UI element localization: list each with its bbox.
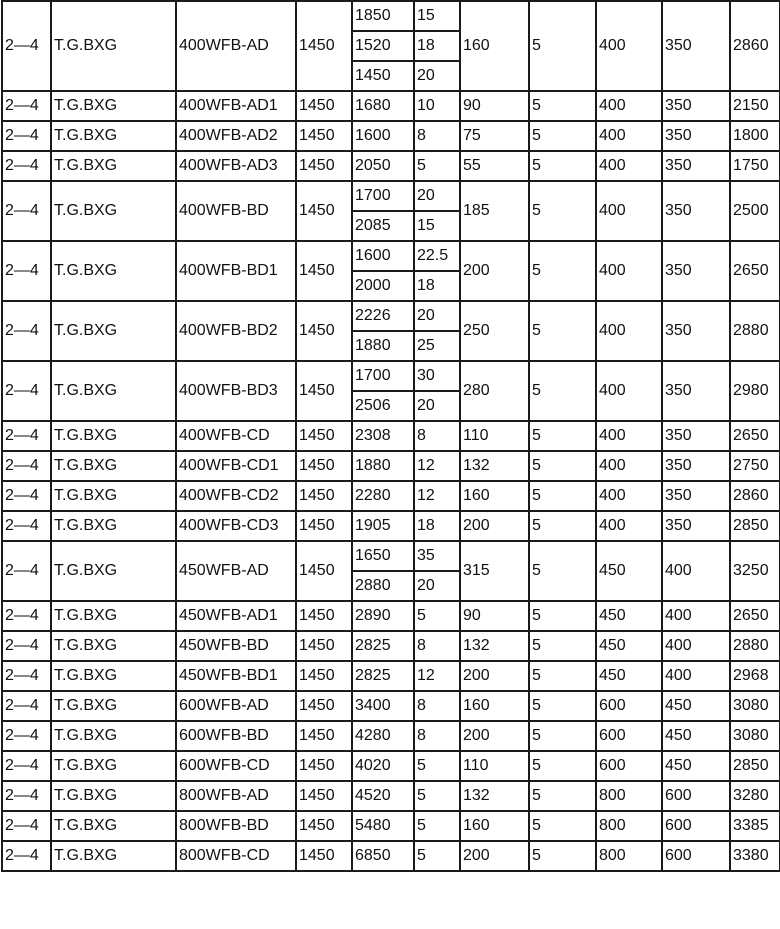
value-col9-cell: 400 bbox=[662, 541, 730, 601]
sub-value-a-cell: 1680 bbox=[352, 91, 414, 121]
value-col7-cell: 5 bbox=[529, 451, 596, 481]
value-col8-cell: 450 bbox=[596, 601, 662, 631]
value-col6-cell: 315 bbox=[460, 541, 529, 601]
value-col8-cell: 400 bbox=[596, 181, 662, 241]
value-col8-cell: 450 bbox=[596, 631, 662, 661]
value-col6-cell: 250 bbox=[460, 301, 529, 361]
stage-cell: 2—4 bbox=[2, 811, 51, 841]
sub-value-a-cell: 2000 bbox=[352, 271, 414, 301]
value-col9-cell: 350 bbox=[662, 421, 730, 451]
stage-cell: 2—4 bbox=[2, 301, 51, 361]
value-col6-cell: 200 bbox=[460, 661, 529, 691]
stage-cell: 2—4 bbox=[2, 1, 51, 91]
sub-value-a-cell: 2280 bbox=[352, 481, 414, 511]
brand-cell: T.G.BXG bbox=[51, 151, 176, 181]
table-row bbox=[2, 751, 780, 781]
value-col9-cell: 350 bbox=[662, 1, 730, 91]
table-row bbox=[2, 481, 780, 511]
value-col8-cell: 400 bbox=[596, 511, 662, 541]
brand-cell: T.G.BXG bbox=[51, 511, 176, 541]
value-col8-cell: 600 bbox=[596, 721, 662, 751]
value-col10-cell: 3385 bbox=[730, 811, 780, 841]
sub-value-a-cell: 1880 bbox=[352, 331, 414, 361]
value-col8-cell: 450 bbox=[596, 541, 662, 601]
stage-cell: 2—4 bbox=[2, 661, 51, 691]
value-col7-cell: 5 bbox=[529, 721, 596, 751]
speed-cell: 1450 bbox=[296, 301, 352, 361]
value-col10-cell: 2650 bbox=[730, 601, 780, 631]
value-col10-cell: 2750 bbox=[730, 451, 780, 481]
value-col6-cell: 160 bbox=[460, 481, 529, 511]
value-col6-cell: 110 bbox=[460, 751, 529, 781]
stage-cell: 2—4 bbox=[2, 151, 51, 181]
speed-cell: 1450 bbox=[296, 661, 352, 691]
model-cell: 800WFB-BD bbox=[176, 811, 296, 841]
model-cell: 800WFB-CD bbox=[176, 841, 296, 871]
sub-value-a-cell: 2226 bbox=[352, 301, 414, 331]
stage-cell: 2—4 bbox=[2, 841, 51, 871]
sub-value-a-cell: 1700 bbox=[352, 361, 414, 391]
brand-cell: T.G.BXG bbox=[51, 301, 176, 361]
sub-value-b-cell: 18 bbox=[414, 31, 460, 61]
value-col6-cell: 200 bbox=[460, 511, 529, 541]
value-col10-cell: 3080 bbox=[730, 721, 780, 751]
value-col6-cell: 132 bbox=[460, 631, 529, 661]
table-row bbox=[2, 181, 780, 211]
sub-value-a-cell: 5480 bbox=[352, 811, 414, 841]
value-col10-cell: 2880 bbox=[730, 301, 780, 361]
speed-cell: 1450 bbox=[296, 181, 352, 241]
value-col9-cell: 350 bbox=[662, 511, 730, 541]
sub-value-a-cell: 1880 bbox=[352, 451, 414, 481]
value-col10-cell: 2850 bbox=[730, 751, 780, 781]
model-cell: 400WFB-BD3 bbox=[176, 361, 296, 421]
speed-cell: 1450 bbox=[296, 121, 352, 151]
sub-value-b-cell: 5 bbox=[414, 841, 460, 871]
value-col9-cell: 350 bbox=[662, 301, 730, 361]
value-col10-cell: 2850 bbox=[730, 511, 780, 541]
speed-cell: 1450 bbox=[296, 451, 352, 481]
value-col7-cell: 5 bbox=[529, 781, 596, 811]
sub-value-a-cell: 1520 bbox=[352, 31, 414, 61]
sub-value-b-cell: 8 bbox=[414, 631, 460, 661]
sub-value-a-cell: 2825 bbox=[352, 631, 414, 661]
sub-value-b-cell: 5 bbox=[414, 811, 460, 841]
sub-value-a-cell: 1450 bbox=[352, 61, 414, 91]
sub-value-b-cell: 20 bbox=[414, 391, 460, 421]
brand-cell: T.G.BXG bbox=[51, 781, 176, 811]
value-col6-cell: 55 bbox=[460, 151, 529, 181]
brand-cell: T.G.BXG bbox=[51, 481, 176, 511]
value-col7-cell: 5 bbox=[529, 361, 596, 421]
sub-value-b-cell: 5 bbox=[414, 151, 460, 181]
speed-cell: 1450 bbox=[296, 541, 352, 601]
value-col9-cell: 400 bbox=[662, 601, 730, 631]
table-row bbox=[2, 691, 780, 721]
sub-value-a-cell: 3400 bbox=[352, 691, 414, 721]
table-row bbox=[2, 661, 780, 691]
table-row bbox=[2, 121, 780, 151]
brand-cell: T.G.BXG bbox=[51, 361, 176, 421]
value-col7-cell: 5 bbox=[529, 601, 596, 631]
value-col10-cell: 3250 bbox=[730, 541, 780, 601]
stage-cell: 2—4 bbox=[2, 631, 51, 661]
value-col8-cell: 600 bbox=[596, 751, 662, 781]
value-col9-cell: 450 bbox=[662, 751, 730, 781]
value-col7-cell: 5 bbox=[529, 541, 596, 601]
sub-value-b-cell: 22.5 bbox=[414, 241, 460, 271]
sub-value-b-cell: 8 bbox=[414, 721, 460, 751]
value-col7-cell: 5 bbox=[529, 301, 596, 361]
brand-cell: T.G.BXG bbox=[51, 91, 176, 121]
model-cell: 600WFB-CD bbox=[176, 751, 296, 781]
table-row bbox=[2, 781, 780, 811]
value-col9-cell: 450 bbox=[662, 721, 730, 751]
sub-value-b-cell: 12 bbox=[414, 661, 460, 691]
brand-cell: T.G.BXG bbox=[51, 721, 176, 751]
stage-cell: 2—4 bbox=[2, 361, 51, 421]
value-col10-cell: 2860 bbox=[730, 481, 780, 511]
value-col6-cell: 160 bbox=[460, 691, 529, 721]
stage-cell: 2—4 bbox=[2, 751, 51, 781]
speed-cell: 1450 bbox=[296, 811, 352, 841]
sub-value-a-cell: 1600 bbox=[352, 241, 414, 271]
value-col8-cell: 400 bbox=[596, 121, 662, 151]
value-col6-cell: 200 bbox=[460, 241, 529, 301]
sub-value-a-cell: 4020 bbox=[352, 751, 414, 781]
table-row bbox=[2, 541, 780, 571]
brand-cell: T.G.BXG bbox=[51, 601, 176, 631]
speed-cell: 1450 bbox=[296, 511, 352, 541]
value-col7-cell: 5 bbox=[529, 841, 596, 871]
model-cell: 400WFB-CD bbox=[176, 421, 296, 451]
value-col7-cell: 5 bbox=[529, 421, 596, 451]
stage-cell: 2—4 bbox=[2, 451, 51, 481]
model-cell: 600WFB-BD bbox=[176, 721, 296, 751]
sub-value-a-cell: 2308 bbox=[352, 421, 414, 451]
value-col9-cell: 350 bbox=[662, 181, 730, 241]
table-row bbox=[2, 1, 780, 31]
sub-value-b-cell: 5 bbox=[414, 751, 460, 781]
value-col9-cell: 600 bbox=[662, 781, 730, 811]
value-col9-cell: 450 bbox=[662, 691, 730, 721]
table-row bbox=[2, 811, 780, 841]
value-col10-cell: 2860 bbox=[730, 1, 780, 91]
value-col8-cell: 400 bbox=[596, 421, 662, 451]
sub-value-a-cell: 6850 bbox=[352, 841, 414, 871]
value-col6-cell: 132 bbox=[460, 451, 529, 481]
value-col8-cell: 800 bbox=[596, 841, 662, 871]
sub-value-a-cell: 2880 bbox=[352, 571, 414, 601]
value-col10-cell: 2650 bbox=[730, 241, 780, 301]
sub-value-a-cell: 1600 bbox=[352, 121, 414, 151]
value-col9-cell: 400 bbox=[662, 631, 730, 661]
sub-value-a-cell: 1850 bbox=[352, 1, 414, 31]
model-cell: 400WFB-BD2 bbox=[176, 301, 296, 361]
value-col9-cell: 350 bbox=[662, 91, 730, 121]
speed-cell: 1450 bbox=[296, 481, 352, 511]
value-col6-cell: 75 bbox=[460, 121, 529, 151]
brand-cell: T.G.BXG bbox=[51, 1, 176, 91]
value-col8-cell: 400 bbox=[596, 301, 662, 361]
brand-cell: T.G.BXG bbox=[51, 841, 176, 871]
value-col6-cell: 90 bbox=[460, 91, 529, 121]
model-cell: 450WFB-BD1 bbox=[176, 661, 296, 691]
value-col8-cell: 800 bbox=[596, 811, 662, 841]
sub-value-b-cell: 10 bbox=[414, 91, 460, 121]
sub-value-b-cell: 20 bbox=[414, 301, 460, 331]
value-col7-cell: 5 bbox=[529, 511, 596, 541]
sub-value-a-cell: 2825 bbox=[352, 661, 414, 691]
stage-cell: 2—4 bbox=[2, 91, 51, 121]
sub-value-b-cell: 5 bbox=[414, 601, 460, 631]
model-cell: 400WFB-AD1 bbox=[176, 91, 296, 121]
stage-cell: 2—4 bbox=[2, 511, 51, 541]
table-row bbox=[2, 421, 780, 451]
model-cell: 800WFB-AD bbox=[176, 781, 296, 811]
sub-value-b-cell: 35 bbox=[414, 541, 460, 571]
value-col8-cell: 400 bbox=[596, 1, 662, 91]
sub-value-b-cell: 12 bbox=[414, 451, 460, 481]
value-col10-cell: 2500 bbox=[730, 181, 780, 241]
stage-cell: 2—4 bbox=[2, 121, 51, 151]
speed-cell: 1450 bbox=[296, 841, 352, 871]
value-col10-cell: 3380 bbox=[730, 841, 780, 871]
value-col6-cell: 200 bbox=[460, 841, 529, 871]
speed-cell: 1450 bbox=[296, 361, 352, 421]
sub-value-b-cell: 30 bbox=[414, 361, 460, 391]
value-col6-cell: 110 bbox=[460, 421, 529, 451]
value-col7-cell: 5 bbox=[529, 661, 596, 691]
stage-cell: 2—4 bbox=[2, 691, 51, 721]
model-cell: 450WFB-AD1 bbox=[176, 601, 296, 631]
table-row bbox=[2, 91, 780, 121]
value-col9-cell: 350 bbox=[662, 361, 730, 421]
model-cell: 450WFB-BD bbox=[176, 631, 296, 661]
sub-value-a-cell: 1905 bbox=[352, 511, 414, 541]
value-col9-cell: 350 bbox=[662, 151, 730, 181]
brand-cell: T.G.BXG bbox=[51, 421, 176, 451]
model-cell: 400WFB-AD bbox=[176, 1, 296, 91]
value-col7-cell: 5 bbox=[529, 481, 596, 511]
sub-value-b-cell: 5 bbox=[414, 781, 460, 811]
value-col6-cell: 200 bbox=[460, 721, 529, 751]
model-cell: 400WFB-CD3 bbox=[176, 511, 296, 541]
speed-cell: 1450 bbox=[296, 721, 352, 751]
value-col7-cell: 5 bbox=[529, 751, 596, 781]
brand-cell: T.G.BXG bbox=[51, 811, 176, 841]
speed-cell: 1450 bbox=[296, 241, 352, 301]
model-cell: 600WFB-AD bbox=[176, 691, 296, 721]
model-cell: 400WFB-BD bbox=[176, 181, 296, 241]
value-col6-cell: 280 bbox=[460, 361, 529, 421]
sub-value-b-cell: 8 bbox=[414, 121, 460, 151]
table-row bbox=[2, 241, 780, 271]
brand-cell: T.G.BXG bbox=[51, 541, 176, 601]
value-col9-cell: 400 bbox=[662, 661, 730, 691]
table-body bbox=[2, 1, 780, 871]
value-col7-cell: 5 bbox=[529, 631, 596, 661]
value-col7-cell: 5 bbox=[529, 1, 596, 91]
sub-value-b-cell: 18 bbox=[414, 511, 460, 541]
brand-cell: T.G.BXG bbox=[51, 751, 176, 781]
value-col6-cell: 132 bbox=[460, 781, 529, 811]
speed-cell: 1450 bbox=[296, 751, 352, 781]
stage-cell: 2—4 bbox=[2, 781, 51, 811]
value-col7-cell: 5 bbox=[529, 121, 596, 151]
stage-cell: 2—4 bbox=[2, 601, 51, 631]
value-col6-cell: 160 bbox=[460, 811, 529, 841]
value-col8-cell: 400 bbox=[596, 91, 662, 121]
brand-cell: T.G.BXG bbox=[51, 451, 176, 481]
speed-cell: 1450 bbox=[296, 631, 352, 661]
value-col10-cell: 1800 bbox=[730, 121, 780, 151]
sub-value-a-cell: 1700 bbox=[352, 181, 414, 211]
stage-cell: 2—4 bbox=[2, 541, 51, 601]
value-col9-cell: 350 bbox=[662, 481, 730, 511]
speed-cell: 1450 bbox=[296, 691, 352, 721]
value-col6-cell: 90 bbox=[460, 601, 529, 631]
value-col10-cell: 2650 bbox=[730, 421, 780, 451]
value-col10-cell: 3280 bbox=[730, 781, 780, 811]
speed-cell: 1450 bbox=[296, 151, 352, 181]
model-cell: 400WFB-CD1 bbox=[176, 451, 296, 481]
pump-spec-table bbox=[1, 0, 780, 872]
sub-value-b-cell: 8 bbox=[414, 421, 460, 451]
brand-cell: T.G.BXG bbox=[51, 181, 176, 241]
sub-value-a-cell: 4280 bbox=[352, 721, 414, 751]
value-col9-cell: 600 bbox=[662, 841, 730, 871]
speed-cell: 1450 bbox=[296, 421, 352, 451]
value-col10-cell: 1750 bbox=[730, 151, 780, 181]
value-col7-cell: 5 bbox=[529, 241, 596, 301]
sub-value-b-cell: 18 bbox=[414, 271, 460, 301]
stage-cell: 2—4 bbox=[2, 241, 51, 301]
value-col8-cell: 400 bbox=[596, 451, 662, 481]
value-col9-cell: 600 bbox=[662, 811, 730, 841]
stage-cell: 2—4 bbox=[2, 421, 51, 451]
sub-value-b-cell: 15 bbox=[414, 1, 460, 31]
sub-value-b-cell: 20 bbox=[414, 181, 460, 211]
value-col7-cell: 5 bbox=[529, 151, 596, 181]
value-col7-cell: 5 bbox=[529, 181, 596, 241]
table-row bbox=[2, 511, 780, 541]
value-col8-cell: 400 bbox=[596, 241, 662, 301]
value-col9-cell: 350 bbox=[662, 451, 730, 481]
stage-cell: 2—4 bbox=[2, 721, 51, 751]
brand-cell: T.G.BXG bbox=[51, 121, 176, 151]
value-col10-cell: 2968 bbox=[730, 661, 780, 691]
sub-value-a-cell: 1650 bbox=[352, 541, 414, 571]
table-row bbox=[2, 631, 780, 661]
value-col8-cell: 400 bbox=[596, 361, 662, 421]
speed-cell: 1450 bbox=[296, 781, 352, 811]
value-col10-cell: 3080 bbox=[730, 691, 780, 721]
value-col7-cell: 5 bbox=[529, 691, 596, 721]
brand-cell: T.G.BXG bbox=[51, 241, 176, 301]
value-col9-cell: 350 bbox=[662, 241, 730, 301]
sub-value-b-cell: 20 bbox=[414, 61, 460, 91]
sub-value-a-cell: 2506 bbox=[352, 391, 414, 421]
brand-cell: T.G.BXG bbox=[51, 631, 176, 661]
value-col9-cell: 350 bbox=[662, 121, 730, 151]
table-row bbox=[2, 151, 780, 181]
value-col7-cell: 5 bbox=[529, 91, 596, 121]
stage-cell: 2—4 bbox=[2, 481, 51, 511]
sub-value-b-cell: 15 bbox=[414, 211, 460, 241]
stage-cell: 2—4 bbox=[2, 181, 51, 241]
value-col8-cell: 600 bbox=[596, 691, 662, 721]
model-cell: 400WFB-BD1 bbox=[176, 241, 296, 301]
value-col10-cell: 2150 bbox=[730, 91, 780, 121]
speed-cell: 1450 bbox=[296, 601, 352, 631]
sub-value-a-cell: 4520 bbox=[352, 781, 414, 811]
speed-cell: 1450 bbox=[296, 1, 352, 91]
model-cell: 450WFB-AD bbox=[176, 541, 296, 601]
speed-cell: 1450 bbox=[296, 91, 352, 121]
table-row bbox=[2, 451, 780, 481]
sub-value-b-cell: 25 bbox=[414, 331, 460, 361]
sub-value-a-cell: 2890 bbox=[352, 601, 414, 631]
sub-value-b-cell: 8 bbox=[414, 691, 460, 721]
model-cell: 400WFB-AD3 bbox=[176, 151, 296, 181]
value-col10-cell: 2880 bbox=[730, 631, 780, 661]
value-col6-cell: 160 bbox=[460, 1, 529, 91]
value-col8-cell: 400 bbox=[596, 481, 662, 511]
value-col8-cell: 800 bbox=[596, 781, 662, 811]
brand-cell: T.G.BXG bbox=[51, 661, 176, 691]
table-row bbox=[2, 841, 780, 871]
sub-value-b-cell: 20 bbox=[414, 571, 460, 601]
sub-value-a-cell: 2085 bbox=[352, 211, 414, 241]
brand-cell: T.G.BXG bbox=[51, 691, 176, 721]
table-row bbox=[2, 361, 780, 391]
model-cell: 400WFB-CD2 bbox=[176, 481, 296, 511]
table-row bbox=[2, 301, 780, 331]
value-col6-cell: 185 bbox=[460, 181, 529, 241]
sub-value-b-cell: 12 bbox=[414, 481, 460, 511]
table-row bbox=[2, 601, 780, 631]
value-col7-cell: 5 bbox=[529, 811, 596, 841]
value-col8-cell: 400 bbox=[596, 151, 662, 181]
value-col10-cell: 2980 bbox=[730, 361, 780, 421]
model-cell: 400WFB-AD2 bbox=[176, 121, 296, 151]
value-col8-cell: 450 bbox=[596, 661, 662, 691]
table-row bbox=[2, 721, 780, 751]
sub-value-a-cell: 2050 bbox=[352, 151, 414, 181]
